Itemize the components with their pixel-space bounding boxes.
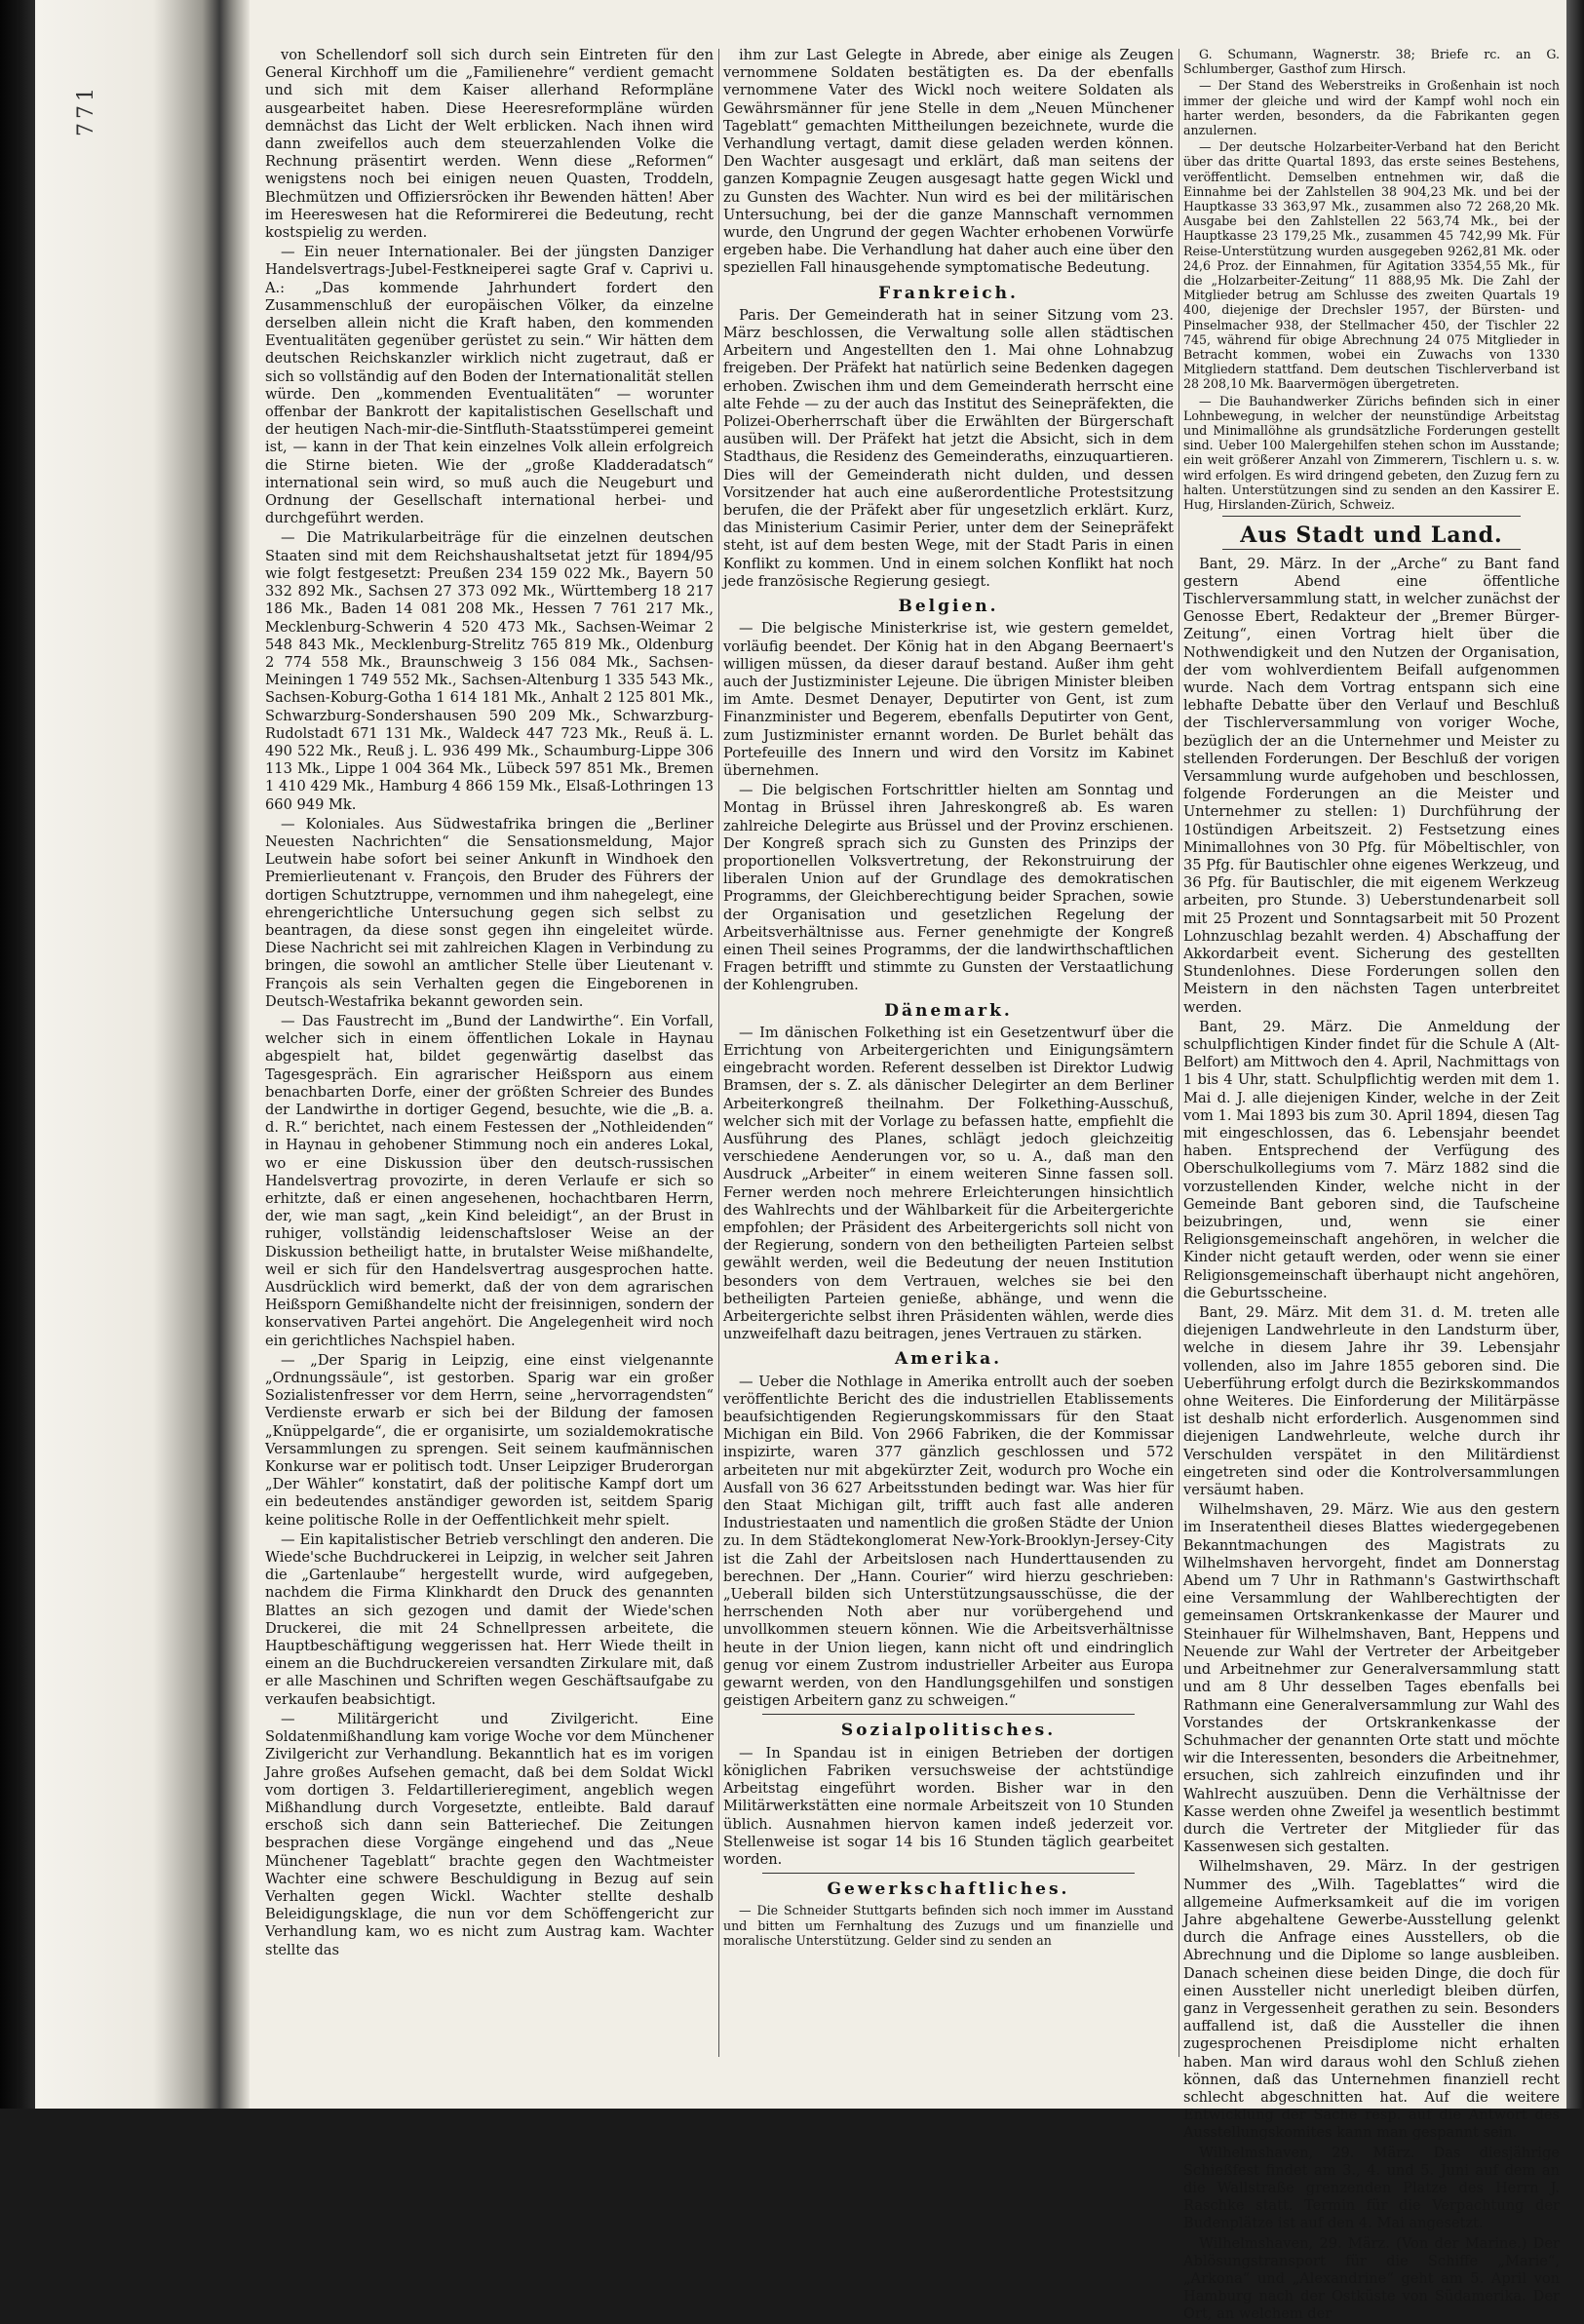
article-paragraph: — Das Faustrecht im „Bund der Landwirthe“. Ein Vorfall, welcher sich in einem öffentlichen Lokale in Haynau abgespielt hat, bildet gegenwärtig daselbst das Tagesgespräch. Ein agrarischer Heißsporn aus einem benachbarten Dorfe, einer der größten Schreier des Bundes der Landwirthe in dortiger Gegend, besuchte, wie die „B. a. d. R.“ berichtet, nach einem Festessen der „Nothleidenden“ in Haynau in gehobener Stimmung noch ein anderes Lokal, wo er eine Diskussion über den deutsch-russischen Handelsvertrag provozirte, in deren Verlaufe er sich so erhitzte, daß er einen angesehenen, hochachtbaren Herrn, der, wie man sagt, „kein Kind beleidigt“, an der Brust in ruhiger, vollständig leidenschaftsloser Weise an der Diskussion betheiligt hatte, in brutalster Weise mißhandelte, weil er sich für den Handelsvertrag ausgesprochen hatte. Ausdrücklich wird bemerkt, daß der von dem agrarischen Heißsporn Gemißhandelte nicht der freisinnigen, sondern der konservativen Partei angehört. Die Angelegenheit wird noch ein gerichtliches Nachspiel haben. [265,1012,714,1349]
article-paragraph: — Der Stand des Weberstreiks in Großenhain ist noch immer der gleiche und wird der Kampf wohl noch ein harter werden, besonders, da die Fabrikanten gegen anzulernen. [1183,78,1560,138]
article-paragraph: Wilhelmshaven, 29. März. In der gestrigen Nummer des „Wilh. Tageblattes“ wird die allgemeine Aufmerksamkeit auf die im vorigen Jahre abgehaltene Gewerbe-Ausstellung gelenkt durch die Anfrage eines Ausstellers, ob die Abrechnung und die Diplome so lange ausbleiben. Danach scheinen diese beiden Dinge, die doch für einen Aussteller nicht unerledigt bleiben dürfen, ganz in Vergessenheit gerathen zu sein. Besonders auffallend ist, daß die Aussteller die ihnen zugesprochenen Preisdiplome nicht erhalten haben. Man wird daraus wohl den Schluß ziehen können, daß das Unternehmen finanziell recht schlecht abgeschnitten hat. Auf die weitere Entwicklung der Sache resp. auf die Antwort des Ausstellungskomites kann man gespannt sein. [1183,1858,1560,2142]
article-paragraph: — Die Schneider Stuttgarts befinden sich noch immer im Ausstand und bitten um Fernhaltung des Zuzugs und um finanzielle und moralische Unterstützung. Gelder sind zu senden an [723,1903,1174,1948]
article-paragraph: — Ein kapitalistischer Betrieb verschlingt den anderen. Die Wiede'sche Buchdruckerei in Leipzig, in welcher seit Jahren die „Gartenlaube“ hergestellt wurde, wird aufgegeben, nachdem die Firma Klinkhardt den Druck des genannten Blattes an sich gezogen und damit der Wiede'schen Druckerei, die mit 24 Schnellpressen arbeitete, die Hauptbeschäftigung weggerissen hat. Herr Wiede theilt in einem an die Buchdruckereien versandten Zirkulare mit, daß er alle Maschinen und Schriften wegen Geschäftsaufgabe zu verkaufen beabsichtigt. [265,1530,714,1708]
article-paragraph: — Koloniales. Aus Südwestafrika bringen die „Berliner Neuesten Nachrichten“ die Sensationsmeldung, Major Leutwein habe sofort bei seiner Ankunft in Windhoek den Premierlieutenant v. François, den Bruder des Führers der dortigen Schutztruppe, vernommen und ihm nahegelegt, eine ehrengerichtliche Untersuchung gegen sich selbst zu beantragen, da diese sonst gegen ihn eingeleitet würde. Diese Nachricht sei mit zahlreichen Klagen in Verbindung zu bringen, die sowohl an amtlicher Stelle über Lieutenant v. François als sein Verhalten gegen die Eingeborenen in Deutsch-Westafrika bekannt geworden sein. [265,815,714,1010]
section-heading-daenemark: Dänemark. [884,1000,1013,1021]
article-paragraph: — Militärgericht und Zivilgericht. Eine Soldatenmißhandlung kam vorige Woche vor dem Münchener Zivilgericht zur Verhandlung. Bekanntlich hat es im vorigen Jahre großes Aufsehen gemacht, daß bei dem Soldat Wickl vom dortigen 3. Feldartillerieregiment, angeblich wegen Mißhandlung durch Vorgesetzte, entleibte. Bald darauf erschoß sich dann sein Batteriechef. Die Zeitungen besprachen diese Vorgänge eingehend und das „Neue Münchener Tageblatt“ brachte gegen den Wachtmeister Wachter eine schwere Beschuldigung in Bezug auf sein Verhalten gegen Wickl. Wachter stellte deshalb Beleidigungsklage, die nun vor dem Schöffengericht zur Verhandlung kam, wo es nicht zum Austrag kam. Wachter stellte das [265,1710,714,1958]
article-paragraph: — „Der Sparig in Leipzig, eine einst vielgenannte „Ordnungssäule“, ist gestorben. Sparig war ein großer Sozialistenfresser vor dem Herrn, seine „hervorragendsten“ Verdienste erwarb er sich bei der Bildung der famosen „Knüppelgarde“, die er organisirte, um sozialdemokratische Versammlungen zu sprengen. Seit seinem kaufmännischen Konkurse war er politisch todt. Unser Leipziger Bruderorgan „Der Wähler“ konstatirt, daß der politische Kampf dort um ein bedeutendes anständiger geworden ist, seitdem Sparig keine politische Rolle in der Oeffentlichkeit mehr spielt. [265,1351,714,1529]
newspaper-page [35,0,1584,2323]
article-paragraph: — Die Bauhandwerker Zürichs befinden sich in einer Lohnbewegung, in welcher der neunstündige Arbeitstag und Minimallöhne als grundsätzliche Forderungen gestellt sind. Ueber 100 Malergehilfen stehen schon im Ausstande; ein weit größerer Anzahl von Zimmerern, Tischlern u. s. w. wird erfolgen. Es wird dringend gebeten, den Zuzug fern zu halten. Unterstützungen sind zu senden an den Kassirer E. Hug, Hirslanden-Zürich, Schweiz. [1183,393,1560,513]
article-paragraph: G. Schumann, Wagnerstr. 38; Briefe rc. an G. Schlumberger, Gasthof zum Hirsch. [1183,47,1560,77]
section-divider [762,1714,1135,1715]
column-left [265,47,714,2057]
article-paragraph: Bant, 29. März. Mit dem 31. d. M. treten alle diejenigen Landwehrleute in den Landsturm über, welche in diesem Jahre ihr 39. Lebensjahr vollenden, also im Jahre 1855 geboren sind. Die Ueberführung erfolgt durch die Bezirkskommandos ohne Weiteres. Die Einforderung der Militärpässe ist deshalb nicht erforderlich. Ausgenommen sind diejenigen Landwehrleute, welche durch ihr Verschulden verspätet in den Militärdienst eingetreten sind oder die Kontrolversammlungen versäumt haben. [1183,1304,1560,1499]
article-paragraph: von Schellendorf soll sich durch sein Eintreten für den General Kirchhoff um die „Familienehre“ verdient gemacht und sich mit dem Kaiser allerhand Reformpläne ausgearbeitet haben. Diese Heeresreformpläne würden demnächst das Licht der Welt erblicken. Nach ihnen wird dann zweifellos auch dem steuerzahlenden Volke die Rechnung präsentirt werden. Wenn diese „Reformen“ wenigstens noch bei einigen neuen Quasten, Troddeln, Blechmützen und Offiziersröcken ihr Bewenden hätten! Aber im Heereswesen hat die Reformirerei die Bedeutung, recht kostspielig zu werden. [265,47,714,242]
column-rule [718,49,719,2057]
article-paragraph: Bant, 29. März. In der „Arche“ zu Bant fand gestern Abend eine öffentliche Tischlerversammlung statt, in welcher zunächst der Genosse Ebert, Redakteur der „Bremer Bürger-Zeitung“, einen Vortrag hielt über die Nothwendigkeit und den Nutzen der Organisation, der vom wohlverdientem Beifall aufgenommen wurde. Nach dem Vortrag entspann sich eine lebhafte Debatte über den Verlauf und Beschluß der Tischlerversammlung von voriger Woche, bezüglich der an die Unternehmer und Meister zu stellenden Forderungen. Der Beschluß der vorigen Versammlung wurde aufgehoben und beschlossen, folgende Forderungen an die Meister und Unternehmer zu stellen: 1) Durchführung der 10stündigen Arbeitszeit. 2) Festsetzung eines Minimallohnes von 30 Pfg. für Möbeltischler, von 35 Pfg. für Bautischler ohne eigenes Werkzeug, und 36 Pfg. für Bautischler, die mit eigenem Werkzeug arbeiten, pro Stunde. 3) Ueberstundenarbeit soll mit 25 Prozent und Sonntagsarbeit mit 50 Prozent Lohnzuschlag bezahlt werden. 4) Abschaffung der Akkordarbeit event. Sicherung des gestellten Stundenlohnes. Diese Forderungen sollen den Meistern in den nächsten Tagen unterbreitet werden. [1183,555,1561,1016]
column-rule [1178,49,1179,2057]
article-paragraph: — In Spandau ist in einigen Betrieben der dortigen königlichen Fabriken versuchsweise der achtstündige Arbeitstag eingeführt worden. Bisher war in den Militärwerkstätten eine normale Arbeitszeit von 10 Stunden üblich. Ausnahmen hiervon kamen indeß jederzeit vor. Stellenweise ist sogar 14 bis 16 Stunden täglich gearbeitet worden. [723,1744,1174,1868]
section-divider [1222,516,1521,517]
article-paragraph: Paris. Der Gemeinderath hat in seiner Sitzung vom 23. März beschlossen, die Verwaltung solle allen städtischen Arbeitern und Angestellten den 1. Mai ohne Lohnabzug freigeben. Der Präfekt hat natürlich seine Bedenken dagegen erhoben. Zwischen ihm und dem Gemeinderath herrscht eine alte Fehde — zu der auch das Institut des Seinepräfekten, die Polizei-Oberherrschaft über die Erwählten der Bürgerschaft ausüben will. Der Präfekt hat jetzt die Absicht, sich in dem Stadthaus, die Residenz des Gemeinderaths, einzuquartieren. Dies will der Gemeinderath nicht dulden, und dessen Vorsitzender hat auch eine außerordentliche Protestsitzung berufen, die der Präfekt aber für ungesetzlich erklärt. Kurz, das Ministerium Casimir Perier, unter dem der Seinepräfekt steht, ist auf dem besten Wege, mit der Stadt Paris in einen Konflikt zu kommen. Und in einem solchen Konflikt hat noch jede französische Regierung gesiegt. [723,306,1174,590]
article-paragraph: Wilhelmshaven, 29. März. (Von der Marine.) Der Ablösungstransport für die Schiffe „Marie“, „Arkona“ und „Alexandrine“ geht am 5. April von Hamburg nach der Ostküste von Südamerika. Der Ort, an welchem der [1183,2234,1560,2323]
article-paragraph: — Ueber die Nothlage in Amerika entrollt auch der soeben veröffentlichte Bericht des die industriellen Etablissements beaufsichtigenden Regierungskommissars für den Staat Michigan ein Bild. Von 2966 Fabriken, die der Kommissar inspizirte, waren 377 gänzlich geschlossen und 572 arbeiteten nur mit abgekürzter Zeit, wodurch pro Woche ein Ausfall von 36 627 Arbeitsstunden bedingt war. Was hier für den Staat Michigan gilt, trifft auch fast alle anderen Industriestaaten und namentlich die großen Städte der Union zu. In dem Städtekonglomerat New-York-Brooklyn-Jersey-City ist die Zahl der Arbeitslosen nach Hunderttausenden zu berechnen. Der „Hann. Courier“ wird hierzu geschrieben: „Ueberall bilden sich Unterstützungsausschüsse, die der herrschenden Noth aber nur vorübergehend und unvollkommen steuern können. Wie die Arbeitsverhältnisse heute in der Union liegen, kann nicht oft und eindringlich genug vor einem Zustrom industrieller Arbeiter aus Europa gewarnt werden, von den Handlungsgehilfen und sonstigen geistigen Arbeitern ganz zu schweigen.“ [723,1373,1174,1710]
book-binding [0,0,35,2109]
column-right [1183,47,1561,2323]
section-divider [1222,549,1521,550]
section-divider [762,1873,1135,1874]
page-folio-number: 771 [74,84,98,136]
section-heading-belgien: Belgien. [898,597,999,617]
page-gutter-fold [35,0,250,2109]
article-paragraph: — Im dänischen Folkething ist ein Gesetzentwurf über die Errichtung von Arbeitergerichten und Einigungsämtern eingebracht worden. Referent desselben ist Direktor Ludwig Bramsen, der s. Z. als dänischer Delegirter an dem Berliner Arbeiterkongreß theilnahm. Der Folkething-Ausschuß, welcher sich mit der Vorlage zu befassen hatte, empfiehlt die Ausführung des Planes, schlägt jedoch gleichzeitig verschiedene Aenderungen vor, so u. A., daß man den Ausdruck „Arbeiter“ in einem weiteren Sinne fassen soll. Ferner werden noch mehrere Erleichterungen hinsichtlich des Wahlrechts und der Wählbarkeit für die Arbeitergerichte empfohlen; der Präsident des Arbeitergerichts soll nicht von der Regierung, sondern von den betheiligten Parteien selbst gewählt werden, weil die Bedeutung der neuen Institution besonders von dem Vertrauen, welches sie bei den betheiligten Parteien genieße, abhänge, und wenn die Arbeitergerichte selbst ihren Präsidenten wählen, werde dies unzweifelhaft dazu beitragen, jenes Vertrauen zu stärken. [723,1024,1174,1343]
section-heading-frankreich: Frankreich. [878,283,1019,303]
section-heading-stadt-und-land: Aus Stadt und Land. [1240,523,1503,549]
article-paragraph: ihm zur Last Gelegte in Abrede, aber einige als Zeugen vernommene Soldaten bestätigten es. Da der ebenfalls vernommene Vater des Wickl noch weitere Soldaten als Gewährsmänner für jene Stelle in dem „Neuen Münchener Tageblatt“ gemachten Mittheilungen bezeichnete, wurde die Verhandlung vertagt, damit diese geladen werden können. Den Wachter ausgesagt und erklärt, daß man seitens der ganzen Kompagnie Zeugen ausgesagt hatte gegen Wickl und zu Gunsten des Wachter. Nun wird es bei der militärischen Untersuchung, bei der die ganze Mannschaft vernommen wurde, den Ungrund der gegen Wachter erhobenen Vorwürfe ergeben habe. Die Verhandlung hat daher auch eine über den speziellen Fall hinausgehende symptomatische Bedeutung. [723,47,1174,277]
article-paragraph: Wilhelmshaven, 29. März. Das diesjährige Schießfest findet am 3., 4. und 5. Juni auf dem an die Wallstraße grenzenden Platze des Herrn J. Raschke statt. Termin für die Verpachtung der Budenplätze ist auf den 4. Mai angesetzt. [1183,2144,1560,2232]
article-paragraph: — Ein neuer Internationaler. Bei der jüngsten Danziger Handelsvertrags-Jubel-Festkneiperei sagte Graf v. Caprivi u. A.: „Das kommende Jahrhundert fordert den Zusammenschluß der europäischen Völker, da einzelne derselben allein nicht die Kraft haben, den kommenden Eventualitäten gegenüber gerüstet zu sein.“ Wir hätten dem deutschen Reichskanzler wirklich nicht zugetraut, daß er sich so vollständig auf den Boden der Internationalität stellen würde. Den „kommenden Eventualitäten“ — worunter offenbar der Bankrott der kapitalistischen Gesellschaft und der heutigen Nach-mir-die-Sintfluth-Staatsstümperei gemeint ist, — kann in der That kein einzelnes Volk allein erfolgreich die Stirne bieten. Wie der „große Kladderadatsch“ international sein wird, so muß auch die Neugeburt und Ordnung der Gesellschaft international herbei- und durchgeführt werden. [265,244,714,527]
section-heading-sozialpolitisches: Sozialpolitisches. [840,1721,1057,1741]
gewerkschaftliches-continued [1183,47,1560,512]
section-heading-gewerkschaftliches: Gewerkschaftliches. [827,1879,1070,1900]
article-paragraph: — Die Matrikularbeiträge für die einzelnen deutschen Staaten sind mit dem Reichshaushaltsetat jetzt für 1894/95 wie folgt festgesetzt: Preußen 234 159 022 Mk., Bayern 50 332 892 Mk., Sachsen 27 373 092 Mk., Württemberg 18 217 186 Mk., Baden 14 081 208 Mk., Hessen 7 761 217 Mk., Mecklenburg-Schwerin 4 520 473 Mk., Sachsen-Weimar 2 548 843 Mk., Mecklenburg-Strelitz 765 819 Mk., Oldenburg 2 774 558 Mk., Braunschweig 3 156 084 Mk., Sachsen-Meiningen 1 749 552 Mk., Sachsen-Altenburg 1 335 543 Mk., Sachsen-Koburg-Gotha 1 614 181 Mk., Anhalt 2 125 801 Mk., Schwarzburg-Sondershausen 590 209 Mk., Schwarzburg-Rudolstadt 671 131 Mk., Waldeck 447 723 Mk., Reuß ä. L. 490 522 Mk., Reuß j. L. 936 499 Mk., Schaumburg-Lippe 306 113 Mk., Lippe 1 004 364 Mk., Lübeck 597 851 Mk., Bremen 1 410 429 Mk., Hamburg 4 866 159 Mk., Elsaß-Lothringen 13 660 949 Mk. [265,529,714,813]
section-heading-amerika: Amerika. [894,1349,1003,1370]
column-middle [723,47,1174,2057]
article-paragraph: — Der deutsche Holzarbeiter-Verband hat den Bericht über das dritte Quartal 1893, das erste seines Bestehens, veröffentlicht. Demselben entnehmen wir, daß die Einnahme bei der Zahlstellen 38 904,23 Mk. und bei der Hauptkasse 33 363,97 Mk., zusammen also 72 268,20 Mk. Ausgabe bei den Zahlstellen 22 563,74 Mk., bei der Hauptkasse 23 179,25 Mk., zusammen 45 742,99 Mk. Für Reise-Unterstützung wurden ausgegeben 9262,81 Mk. oder 24,6 Proz. der Einnahmen, für Agitation 3354,55 Mk., für die „Holzarbeiter-Zeitung“ 11 888,95 Mk. Die Zahl der Mitglieder betrug am Schlusse des zweiten Quartals 19 400, diejenige der Drechsler 1957, der Bürsten- und Pinselmacher 938, der Stellmacher 450, der Tischler 22 745, während für obige Abrechnung 24 075 Mitglieder in Betracht kommen, wobei ein Zuwachs von 1330 Mitgliedern stattfand. Dem deutschen Tischlerverband ist 28 208,10 Mk. Baarvermögen übergetreten. [1183,139,1560,392]
article-paragraph: — Die belgischen Fortschrittler hielten am Sonntag und Montag in Brüssel ihren Jahreskongreß ab. Es waren zahlreiche Delegirte aus Brüssel und der Provinz erschienen. Der Kongreß sprach sich zu Gunsten des Prinzips der proportionellen Volksvertretung, der Rekonstruirung der liberalen Union auf der Grundlage des demokratischen Programms, der Gleichberechtigung beider Sprachen, sowie der Organisation und gesetzlichen Regelung der Arbeitsverhältnisse aus. Ferner genehmigte der Kongreß einen Theil seines Programms, der die landwirthschaftlichen Fragen betrifft und stimmte zu Gunsten der Verstaatlichung der Kohlengruben. [723,782,1174,994]
article-paragraph: Bant, 29. März. Die Anmeldung der schulpflichtigen Kinder findet für die Schule A (Alt-Belfort) am Mittwoch den 4. April, Nachmittags von 1 bis 4 Uhr, statt. Schulpflichtig werden mit dem 1. Mai d. J. alle diejenigen Kinder, welche in der Zeit vom 1. Mai 1893 bis zum 30. April 1894, diesen Tag mit eingeschlossen, das 6. Lebensjahr beendet haben. Entsprechend der Verfügung des Oberschulkollegiums vom 7. März 1882 sind die vorzustellenden Kinder, welche nicht in der Gemeinde Bant geboren sind, die Taufscheine beizubringen, und, wenn sie einer Religionsgemeinschaft angehören, in welcher die Kinder nicht getauft werden, oder wenn sie einer Religionsgemeinschaft überhaupt nicht angehören, die Geburtsscheine. [1183,1018,1560,1301]
article-paragraph: Wilhelmshaven, 29. März. Wie aus den gestern im Inseratentheil dieses Blattes wiedergegebenen Bekanntmachungen des Magistrats zu Wilhelmshaven hervorgeht, findet am Donnerstag Abend um 7 Uhr in Rathmann's Gastwirthschaft eine Versammlung der Wahlberechtigten der gemeinsamen Ortskrankenkasse der Maurer und Steinhauer für Wilhelmshaven, Bant, Heppens und Neuende zur Wahl der Vertreter der Arbeitgeber und Arbeitnehmer zur Generalversammlung statt und am 8 Uhr desselben Tages ebenfalls bei Rathmann eine Generalversammlung zur Wahl des Vorstandes der Ortskrankenkasse der Schuhmacher der genannten Orte statt und möchte wir die Interessenten, besonders die Arbeitnehmer, ersuchen, sich zahlreich einzufinden und ihr Wahlrecht auszuüben. Denn die Verhältnisse der Kasse werden ohne Zweifel ja wesentlich bestimmt durch die Vertreter der Mitglieder für das Kassenwesen sich gestalten. [1183,1501,1560,1856]
article-paragraph: — Die belgische Ministerkrise ist, wie gestern gemeldet, vorläufig beendet. Der König hat in den Abgang Beernaert's willigen müssen, da dieser darauf bestand. Außer ihm geht auch der Justizminister Lejeune. Die übrigen Minister bleiben im Amte. Desmet Denayer, Deputirter von Gent, ist zum Finanzminister und Begerem, ebenfalls Deputirter von Gent, zum Justizminister ernannt worden. De Burlet behält das Portefeuille des Innern und wird den Vorsitz im Kabinet übernehmen. [723,620,1174,779]
page-edge-shadow [1566,0,1584,2109]
